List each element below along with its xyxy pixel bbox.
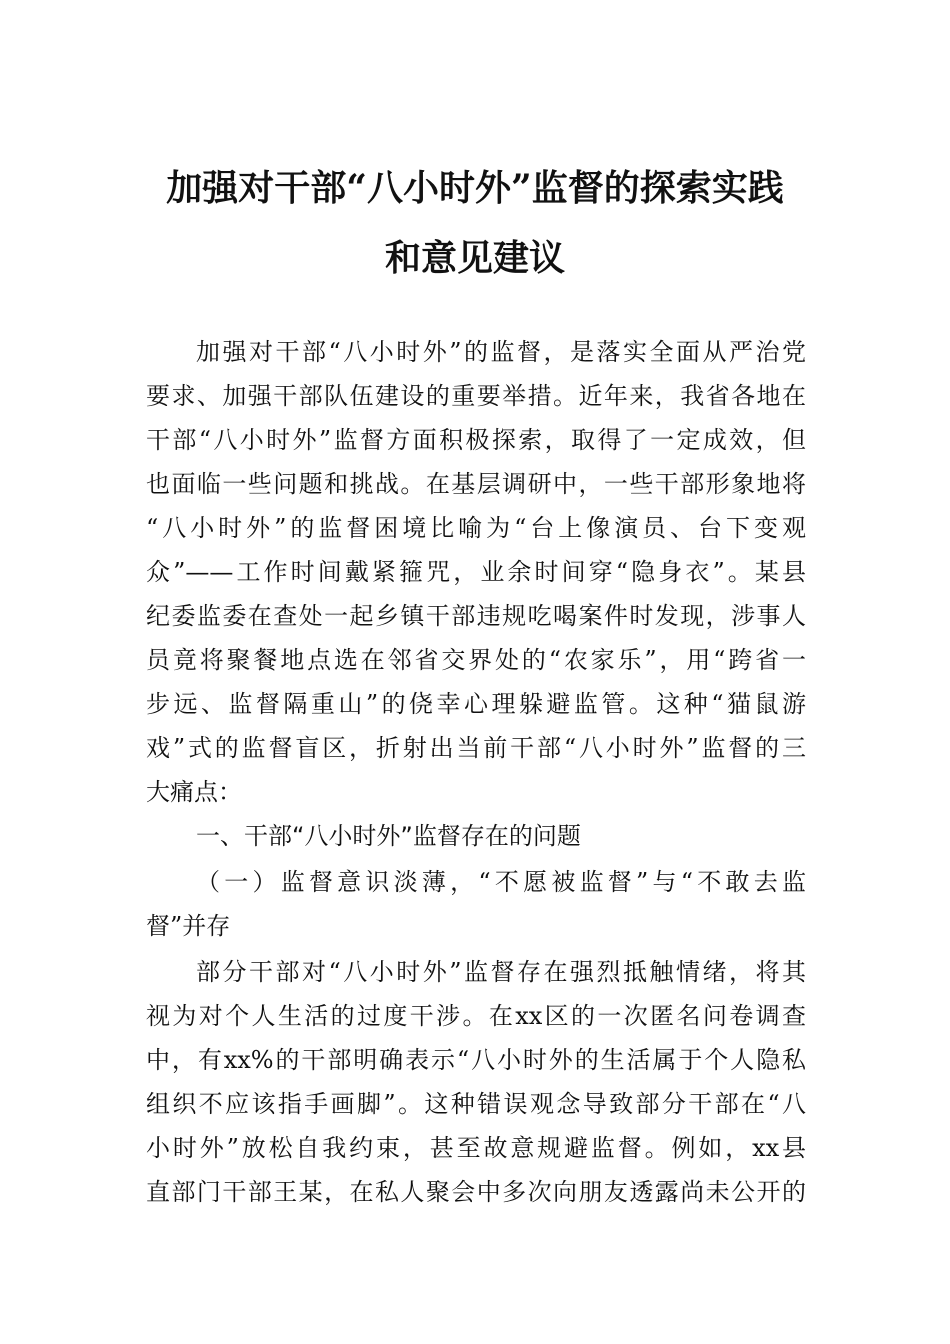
body-line: 部分干部对“八小时外”监督存在强烈抵触情绪，将其	[196, 958, 806, 986]
intro-line: 要求、加强干部队伍建设的重要举措。近年来，我省各地在	[146, 382, 806, 410]
body-line: 中，有xx%的干部明确表示“八小时外的生活属于个人隐私	[146, 1046, 806, 1074]
intro-line: 也面临一些问题和挑战。在基层调研中，一些干部形象地将	[146, 470, 806, 498]
section-heading: 一、干部“八小时外”监督存在的问题	[196, 822, 581, 850]
intro-line: “八小时外”的监督困境比喻为“台上像演员、台下变观	[146, 514, 806, 542]
body-line: 视为对个人生活的过度干涉。在xx区的一次匿名问卷调查	[146, 1002, 806, 1030]
intro-line: 干部“八小时外”监督方面积极探索，取得了一定成效，但	[146, 426, 806, 454]
document-title-line-1: 加强对干部“八小时外”监督的探索实践	[166, 167, 784, 209]
document-title-line-2: 和意见建议	[384, 237, 565, 279]
subsection-heading-line: 督”并存	[146, 912, 231, 940]
intro-line: 步远、监督隔重山”的侥幸心理躲避监管。这种“猫鼠游	[146, 690, 806, 718]
body-line: 直部门干部王某，在私人聚会中多次向朋友透露尚未公开的	[146, 1178, 806, 1206]
subsection-heading-line: （一）监督意识淡薄，“不愿被监督”与“不敢去监	[196, 868, 806, 896]
intro-line: 大痛点：	[146, 778, 242, 806]
intro-line: 纪委监委在查处一起乡镇干部违规吃喝案件时发现，涉事人	[146, 602, 806, 630]
body-line: 组织不应该指手画脚”。这种错误观念导致部分干部在“八	[146, 1090, 806, 1118]
intro-line: 员竟将聚餐地点选在邻省交界处的“农家乐”，用“跨省一	[146, 646, 806, 674]
intro-line: 众”——工作时间戴紧箍咒，业余时间穿“隐身衣”。某县	[146, 558, 806, 586]
intro-line: 戏”式的监督盲区，折射出当前干部“八小时外”监督的三	[146, 734, 806, 762]
intro-line: 加强对干部“八小时外”的监督，是落实全面从严治党	[196, 338, 806, 366]
body-line: 小时外”放松自我约束，甚至故意规避监督。例如，xx县	[146, 1134, 806, 1162]
